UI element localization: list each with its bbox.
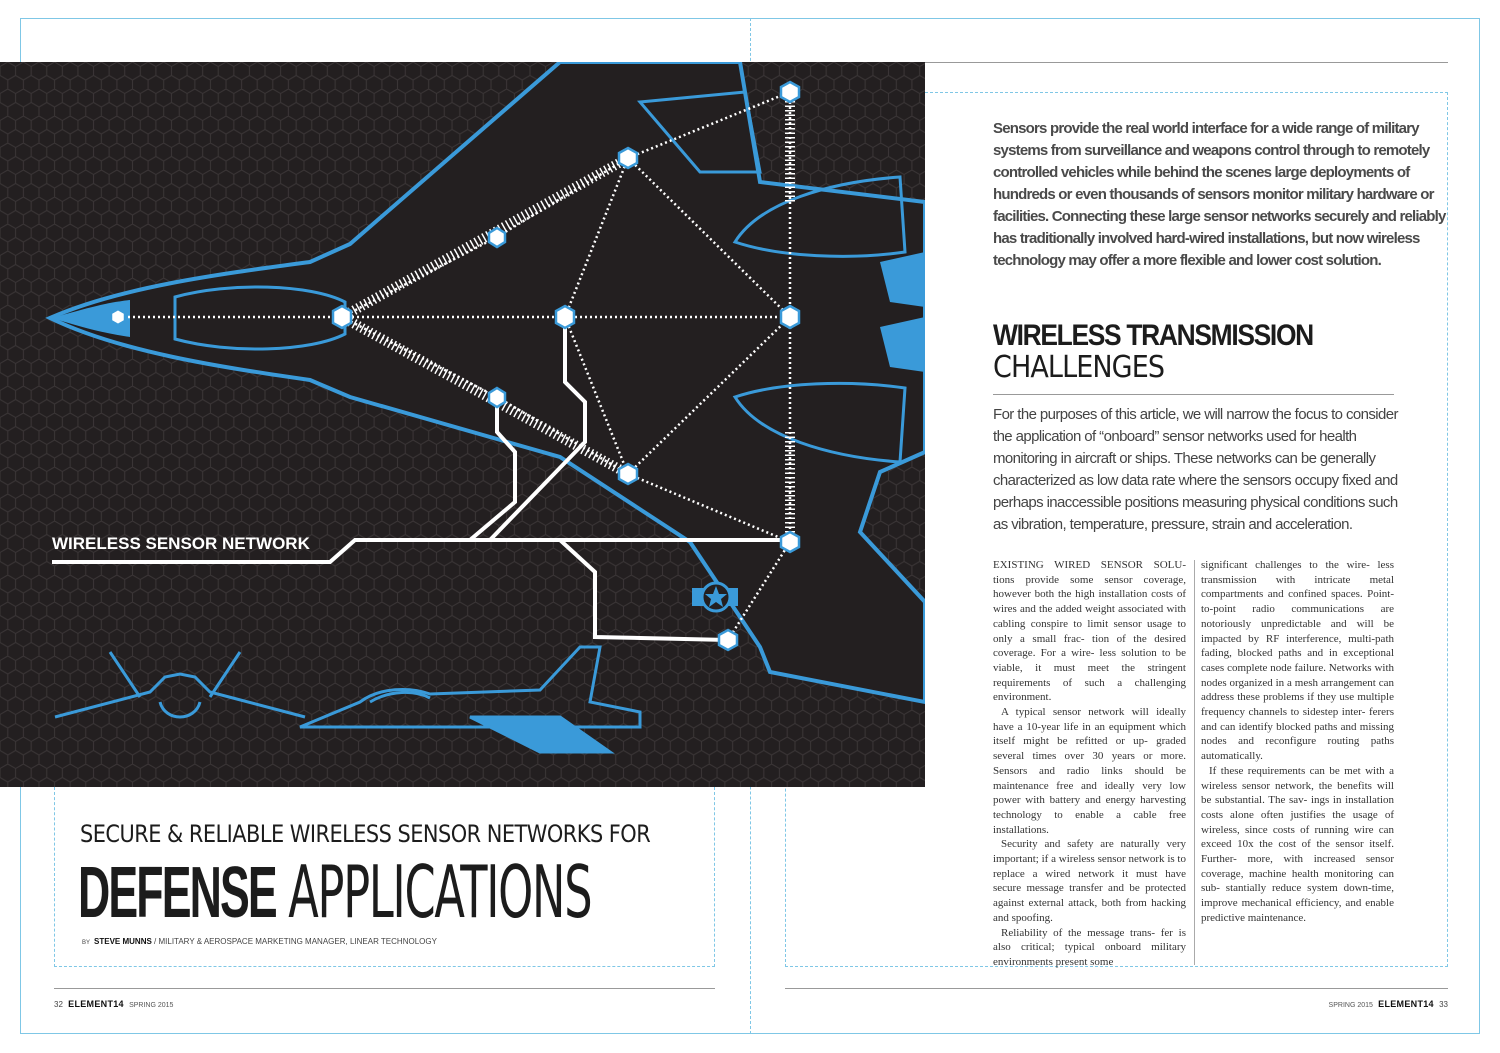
intro-paragraph: Sensors provide the real world interface for a wide range of military systems from surveillance and weapons control through to remotely controlled vehicles while behind the scenes large deployments of hundreds or even thousands of sensors monitor military hardware or facilities. Connecting these large sensor networks securely and reliably has traditionally involved hard-wired installations, but now wireless technology may offer a more flexible and lower cost solution.	[993, 120, 1446, 269]
hero-illustration	[0, 62, 925, 787]
footer-rule-left	[54, 988, 715, 989]
magazine-name-left: ELEMENT14	[68, 999, 124, 1009]
page-number-right: 33	[1439, 1000, 1448, 1009]
headline-line1: SECURE & RELIABLE WIRELESS SENSOR NETWORKS FOR	[80, 820, 651, 848]
body-paragraph: Security and safety are naturally very important; if a wireless sensor network is to replace a wired network it must have secure message transfer and be protected against external attack, both from hacking and spoofing.	[993, 838, 1186, 924]
jet-network-illustration	[0, 62, 925, 787]
season-right: SPRING 2015	[1328, 1002, 1373, 1009]
byline-author: STEVE MUNNS	[94, 937, 152, 946]
headline-bold-word: DEFENSE	[78, 853, 276, 933]
byline	[82, 937, 437, 946]
section-title-bold: WIRELESS TRANSMISSION	[993, 319, 1313, 352]
section-rule	[993, 394, 1394, 395]
hero-label: WIRELESS SENSOR NETWORK	[52, 534, 310, 553]
magazine-name-right: ELEMENT14	[1378, 999, 1434, 1009]
body-paragraph: significant challenges to the wire- less transmission with intricate metal compartments and confined spaces. Point-to-point radio communications are notoriously unpredictable and will be impacted by RF interference, multi-path fading, blocked paths and in exceptional cases complete node failure. Networks with nodes organized in a mesh arrangement can address these problems if they use multiple frequency channels to sidestep inter- ferers and can identify blocked paths and missing nodes and reconfigure routing paths automatically.	[1201, 559, 1394, 763]
body-paragraph: EXISTING WIRED SENSOR SOLU- tions provide some sensor coverage, however both the high installation costs of wires and the added weight associated with cabling conspire to limit sensor usage to only a small frac- tion of the desired coverage. For a wire- less solution to be viable, it must meet the stringent requirements of such a challenging environment.	[993, 559, 1186, 704]
headline-main	[78, 850, 592, 934]
column-rule	[1194, 560, 1195, 965]
folio-right	[1329, 999, 1448, 1009]
season-left: SPRING 2015	[129, 1002, 174, 1009]
body-paragraph: Reliability of the message trans- fer is also critical; typical onboard military environments present some	[993, 926, 1186, 968]
folio-left	[54, 999, 173, 1009]
body-column-1	[993, 558, 1186, 970]
footer-rule-right	[785, 988, 1448, 989]
section-lede: For the purposes of this article, we will narrow the focus to consider the application of “onboard” sensor networks used for health monitoring in aircraft or ships. These networks can be generally characterized as low data rate where the sensors occupy fixed and perhaps inaccessible positions measuring physical conditions such as vibration, temperature, pressure, strain and acceleration.	[993, 406, 1398, 533]
byline-by: BY	[82, 940, 91, 946]
body-paragraph: A typical sensor network will ideally have a 10-year life in an equipment which itself might be refitted or up- graded several times over 30 years or more. Sensors and radio links should be maintenance free and ideally very low power with battery and energy harvesting technology to enable a cable free installations.	[993, 706, 1186, 836]
body-column-2	[1201, 558, 1394, 926]
page-number-left: 32	[54, 1000, 63, 1009]
section-title	[993, 320, 1357, 384]
headline-light-word: APPLICATIONS	[288, 850, 592, 934]
byline-role: / MILITARY & AEROSPACE MARKETING MANAGER, LINEAR TECHNOLOGY	[154, 937, 437, 946]
section-title-light: CHALLENGES	[993, 350, 1165, 385]
body-paragraph: If these requirements can be met with a wireless sensor network, the benefits will be substantial. The sav- ings in installation costs alone often justifies the usage of wireless, since costs of running wire can exceed 10x the cost of the sensor itself. Further- more, with increased sensor coverage, machine health monitoring can sub- stantially reduce system down-time, improve mechanical efficiency, and enable predictive maintenance.	[1201, 764, 1394, 924]
